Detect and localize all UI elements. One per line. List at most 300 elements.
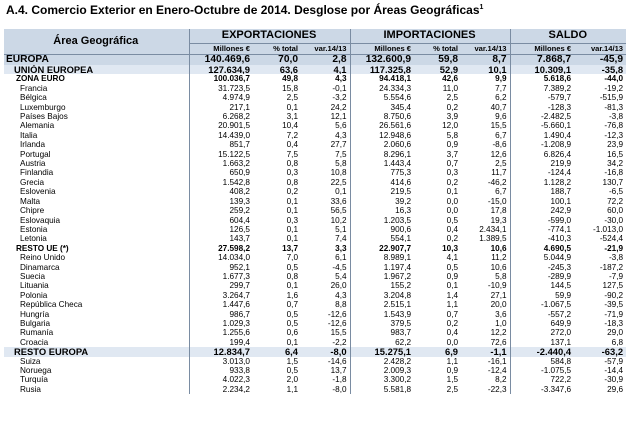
table-row: [4, 244, 626, 253]
value-cell: 1.663,2: [189, 159, 253, 168]
value-cell: 7,5: [335, 149, 347, 159]
value-cell: 5,4: [335, 271, 347, 281]
value-cell: 22.907,7: [350, 244, 414, 253]
value-cell: 1.542,8: [189, 178, 253, 187]
value-cell: -12,4: [487, 366, 507, 375]
value-cell: 0,5: [286, 309, 298, 319]
area-name-cell: Irlanda: [20, 140, 46, 150]
title-footnote-marker: 1: [479, 4, 484, 11]
value-cell: 259,2: [189, 206, 253, 215]
value-cell: 2,5: [286, 93, 298, 103]
value-cell: -45,9: [574, 55, 626, 66]
value-cell: 604,4: [189, 216, 253, 225]
table-row: [4, 234, 626, 243]
value-cell: -599,0: [510, 216, 574, 225]
table-row: [4, 225, 626, 234]
table-row: [4, 281, 626, 290]
area-name-cell: Dinamarca: [20, 262, 60, 272]
area-name-cell: Malta: [20, 196, 41, 206]
value-cell: 1,1: [446, 300, 459, 310]
value-cell: -90,2: [604, 290, 624, 300]
value-cell: 0,5: [286, 366, 298, 375]
value-cell: -63,2: [574, 347, 626, 356]
value-cell: 94.418,1: [350, 74, 414, 83]
area-name-cell: Italia: [20, 130, 38, 140]
value-cell: 345,4: [350, 103, 414, 112]
value-cell: 6,8: [611, 337, 624, 347]
value-cell: 10,2: [330, 215, 347, 225]
value-cell: 3.300,2: [350, 375, 414, 384]
value-cell: 27.598,2: [189, 244, 253, 253]
table-row: [4, 263, 626, 272]
area-name-cell: Croacia: [20, 337, 49, 347]
value-cell: 1,1: [286, 384, 298, 394]
table-row: [4, 291, 626, 300]
value-cell: 8,8: [335, 300, 347, 310]
area-name-cell: RESTO EUROPA: [4, 347, 189, 356]
table-row: [4, 140, 626, 149]
header-balance: SALDO: [510, 29, 626, 44]
area-name-cell: Rumanía: [20, 328, 54, 338]
area-name-cell: Chipre: [20, 206, 45, 216]
value-cell: 5,8: [495, 271, 507, 281]
area-name-cell: UNIÓN EUROPEA: [4, 65, 189, 74]
value-cell: 2.434,1: [479, 224, 507, 234]
table-row: [4, 300, 626, 309]
trade-table: [4, 29, 626, 394]
area-name-cell: Bélgica: [20, 93, 47, 103]
value-cell: 414,6: [350, 178, 414, 187]
header-area: Área Geográfica: [4, 29, 189, 55]
table-row: [4, 131, 626, 140]
value-cell: -245,3: [510, 263, 574, 272]
table-row: [4, 84, 626, 93]
value-cell: -2.482,5: [510, 112, 574, 121]
value-cell: -1.208,9: [510, 140, 574, 149]
area-name-cell: Eslovenia: [20, 187, 56, 197]
value-cell: 0,7: [286, 300, 298, 310]
value-cell: 7,4: [335, 234, 347, 244]
value-cell: 24.334,3: [350, 84, 414, 93]
value-cell: -12,3: [604, 130, 624, 140]
value-cell: 0,8: [286, 271, 298, 281]
value-cell: 983,7: [350, 328, 414, 337]
value-cell: 0,1: [286, 224, 298, 234]
value-cell: 0,3: [446, 168, 459, 178]
value-cell: 1,0: [495, 318, 507, 328]
value-cell: 8.989,1: [350, 253, 414, 262]
value-cell: 986,7: [189, 310, 253, 319]
value-cell: 584,8: [510, 357, 574, 366]
value-cell: 12.834,7: [189, 347, 253, 356]
value-cell: 1,5: [446, 375, 459, 385]
area-name-cell: Eslovaquia: [20, 215, 61, 225]
table-row: [4, 65, 626, 74]
subheader: Millones €: [189, 44, 253, 55]
table-row: [4, 55, 626, 66]
table-row: [4, 93, 626, 102]
value-cell: 2,5: [446, 93, 459, 103]
value-cell: 5.618,6: [510, 74, 574, 83]
value-cell: -6,5: [608, 187, 624, 197]
value-cell: -30,9: [604, 375, 624, 385]
value-cell: 9,9: [495, 74, 507, 84]
value-cell: 7.868,7: [510, 55, 574, 66]
value-cell: -579,7: [510, 93, 574, 102]
value-cell: 5.044,9: [510, 253, 574, 262]
value-cell: 0,8: [286, 159, 298, 169]
value-cell: 2,5: [495, 159, 507, 169]
value-cell: 100,1: [510, 197, 574, 206]
subheader: Millones €: [510, 44, 574, 55]
table-row: [4, 347, 626, 356]
value-cell: 5,8: [446, 130, 459, 140]
value-cell: -16,8: [604, 168, 624, 178]
area-name-cell: EUROPA: [4, 55, 189, 66]
area-name-cell: Francia: [20, 83, 48, 93]
area-name-cell: Estonia: [20, 224, 48, 234]
area-name-cell: Rusia: [20, 384, 41, 394]
value-cell: 6.268,2: [189, 112, 253, 121]
value-cell: 0,5: [286, 318, 298, 328]
table-row: [4, 168, 626, 177]
value-cell: 0,5: [446, 215, 459, 225]
page-title: A.4. Comercio Exterior en Enero-Octubre de 2014. Desglose por Áreas Geográficas$^1$: [6, 3, 484, 17]
table-row: [4, 112, 626, 121]
area-name-cell: Luxemburgo: [20, 102, 66, 112]
value-cell: 0,4: [446, 328, 459, 338]
area-name-cell: Austria: [20, 159, 46, 169]
value-cell: 29,0: [607, 328, 624, 338]
value-cell: 299,7: [189, 281, 253, 290]
value-cell: 72,6: [490, 337, 507, 347]
table-row: [4, 159, 626, 168]
value-cell: -3.347,6: [510, 385, 574, 394]
table-row: [4, 253, 626, 262]
value-cell: 137,1: [510, 338, 574, 347]
value-cell: 0,9: [446, 271, 459, 281]
value-cell: -12,6: [327, 318, 347, 328]
value-cell: 62,2: [350, 338, 414, 347]
value-cell: 7,2: [286, 130, 298, 140]
value-cell: -81,3: [604, 102, 624, 112]
value-cell: 1.128,2: [510, 178, 574, 187]
value-cell: -7,9: [608, 271, 624, 281]
value-cell: 117.325,8: [350, 65, 414, 74]
table-row: [4, 366, 626, 375]
value-cell: 39,2: [350, 197, 414, 206]
value-cell: 139,3: [189, 197, 253, 206]
table-row: [4, 121, 626, 130]
value-cell: 0,1: [286, 206, 298, 216]
subheader: var.14/13: [301, 44, 350, 55]
value-cell: 3,6: [495, 309, 507, 319]
value-cell: -15,0: [487, 196, 507, 206]
value-cell: 1.447,6: [189, 300, 253, 309]
value-cell: 60,0: [607, 206, 624, 216]
value-cell: 143,7: [189, 234, 253, 243]
value-cell: 100.036,7: [189, 74, 253, 83]
value-cell: 13,7: [330, 366, 347, 375]
value-cell: 49,8: [282, 74, 298, 84]
value-cell: -44,0: [604, 74, 624, 84]
value-cell: 7,7: [495, 83, 507, 93]
area-name-cell: Portugal: [20, 149, 51, 159]
value-cell: 5.554,6: [350, 93, 414, 102]
value-cell: -2,2: [332, 337, 347, 347]
area-name-cell: Países Bajos: [20, 112, 68, 122]
value-cell: 649,9: [510, 319, 574, 328]
area-name-cell: Hungría: [20, 309, 50, 319]
value-cell: 933,8: [189, 366, 253, 375]
value-cell: 20.901,5: [189, 121, 253, 130]
value-cell: 27,1: [490, 290, 507, 300]
value-cell: -8,0: [332, 384, 347, 394]
value-cell: 16,3: [350, 206, 414, 215]
table-row: [4, 357, 626, 366]
value-cell: 5,6: [335, 121, 347, 131]
area-name-cell: RESTO UE (*): [16, 243, 69, 253]
value-cell: 6,1: [335, 253, 347, 263]
value-cell: 3.013,0: [189, 357, 253, 366]
value-cell: 130,7: [602, 177, 624, 187]
value-cell: -4,5: [332, 262, 347, 272]
value-cell: 1,5: [286, 356, 298, 366]
value-cell: 11,2: [491, 253, 507, 263]
value-cell: -3,8: [608, 112, 624, 122]
value-cell: 9,6: [495, 112, 507, 122]
value-cell: 26.561,6: [350, 121, 414, 130]
value-cell: 29,6: [607, 384, 624, 394]
value-cell: 0,5: [446, 262, 459, 272]
area-name-cell: ZONA EURO: [16, 74, 65, 84]
value-cell: 0,1: [286, 102, 298, 112]
value-cell: -1.013,0: [593, 224, 624, 234]
value-cell: 155,2: [350, 281, 414, 290]
value-cell: 1,1: [446, 356, 459, 366]
value-cell: 0,1: [286, 337, 298, 347]
value-cell: -19,2: [604, 83, 624, 93]
value-cell: -410,3: [510, 234, 574, 243]
value-cell: 0,2: [446, 234, 459, 244]
value-cell: 140.469,6: [189, 55, 253, 66]
header-exports: EXPORTACIONES: [189, 29, 350, 44]
value-cell: 7,5: [286, 149, 298, 159]
value-cell: 14.439,0: [189, 131, 253, 140]
value-cell: 0,1: [286, 234, 298, 244]
value-cell: 2.515,1: [350, 300, 414, 309]
table-row: [4, 310, 626, 319]
value-cell: 2.428,2: [350, 357, 414, 366]
value-cell: 8.750,6: [350, 112, 414, 121]
header-imports: IMPORTACIONES: [350, 29, 510, 44]
value-cell: 0,7: [446, 309, 459, 319]
value-cell: 0,1: [286, 281, 298, 291]
value-cell: -35,8: [574, 65, 626, 74]
value-cell: 0,1: [446, 187, 459, 197]
value-cell: 1.967,2: [350, 272, 414, 281]
table-row: [4, 338, 626, 347]
table-body: [4, 55, 626, 395]
value-cell: 31.723,5: [189, 84, 253, 93]
table-row: [4, 272, 626, 281]
value-cell: -18,3: [604, 318, 624, 328]
value-cell: 851,7: [189, 140, 253, 149]
value-cell: 0,2: [446, 318, 459, 328]
area-name-cell: Finlandia: [20, 168, 54, 178]
value-cell: 5,1: [335, 224, 347, 234]
value-cell: 0,1: [335, 187, 347, 197]
value-cell: 24,2: [330, 102, 347, 112]
value-cell: 127.634,9: [189, 65, 253, 74]
value-cell: 26,0: [330, 281, 347, 291]
table-row: [4, 328, 626, 337]
value-cell: 8,2: [495, 375, 507, 385]
value-cell: 4,3: [335, 74, 347, 84]
value-cell: 0,3: [286, 215, 298, 225]
value-cell: 0,2: [286, 187, 298, 197]
value-cell: 63,6: [253, 65, 301, 74]
value-cell: 408,2: [189, 187, 253, 196]
value-cell: 272,0: [510, 328, 574, 337]
value-cell: 0,5: [286, 262, 298, 272]
subheader: var.14/13: [461, 44, 510, 55]
value-cell: 4.690,5: [510, 244, 574, 253]
value-cell: 0,1: [286, 196, 298, 206]
table-row: [4, 103, 626, 112]
value-cell: -0,1: [332, 83, 347, 93]
value-cell: 0,1: [446, 281, 459, 291]
value-cell: 1.203,5: [350, 216, 414, 225]
value-cell: 11,0: [442, 83, 459, 93]
value-cell: 0,9: [446, 140, 459, 150]
area-name-cell: Reino Unido: [20, 253, 66, 263]
value-cell: 0,4: [446, 224, 459, 234]
area-name-cell: Alemania: [20, 121, 55, 131]
value-cell: 10,1: [461, 65, 510, 74]
value-cell: 6,7: [495, 130, 507, 140]
value-cell: 2,0: [286, 375, 298, 385]
value-cell: 132.600,9: [350, 55, 414, 66]
value-cell: 52,9: [414, 65, 461, 74]
value-cell: 900,6: [350, 225, 414, 234]
value-cell: 15,5: [490, 121, 507, 131]
area-name-cell: Turquía: [20, 375, 48, 385]
value-cell: -124,4: [510, 168, 574, 177]
value-cell: -14,4: [604, 366, 624, 375]
value-cell: 1.677,3: [189, 272, 253, 281]
table-row: [4, 150, 626, 159]
value-cell: 7,0: [286, 253, 298, 263]
table-row: [4, 216, 626, 225]
value-cell: 14.034,0: [189, 253, 253, 262]
area-name-cell: Bulgaria: [20, 318, 51, 328]
value-cell: 3.264,7: [189, 291, 253, 300]
value-cell: 72,2: [607, 196, 624, 206]
value-cell: 2.009,3: [350, 366, 414, 375]
value-cell: 1.255,6: [189, 328, 253, 337]
value-cell: 10.309,1: [510, 65, 574, 74]
value-cell: 188,7: [510, 187, 574, 196]
value-cell: 219,9: [510, 159, 574, 168]
value-cell: 6,9: [414, 347, 461, 356]
table-row: [4, 74, 626, 83]
value-cell: 2.060,6: [350, 140, 414, 149]
value-cell: -5.660,1: [510, 121, 574, 130]
value-cell: 13,7: [282, 243, 298, 253]
value-cell: -71,9: [604, 309, 624, 319]
value-cell: -1.067,5: [510, 300, 574, 309]
table-row: [4, 385, 626, 394]
value-cell: 4,1: [301, 65, 350, 74]
value-cell: 1.389,5: [479, 234, 507, 244]
value-cell: -128,3: [510, 103, 574, 112]
value-cell: 40,7: [490, 102, 507, 112]
area-name-cell: Lituania: [20, 281, 49, 291]
value-cell: 4,1: [446, 253, 459, 263]
value-cell: 775,3: [350, 168, 414, 177]
value-cell: 127,5: [602, 281, 624, 291]
value-cell: 242,9: [510, 206, 574, 215]
area-name-cell: Polonia: [20, 290, 48, 300]
value-cell: 33,6: [330, 196, 347, 206]
area-name-cell: Grecia: [20, 177, 45, 187]
table-row: [4, 178, 626, 187]
value-cell: 0,8: [286, 177, 298, 187]
value-cell: 27,7: [330, 140, 347, 150]
value-cell: 56,5: [330, 206, 347, 216]
value-cell: -1,1: [461, 347, 510, 356]
value-cell: -12,6: [327, 309, 347, 319]
value-cell: 0,7: [446, 159, 459, 169]
value-cell: 10,8: [330, 168, 347, 178]
value-cell: 12,2: [490, 328, 507, 338]
value-cell: 59,9: [510, 291, 574, 300]
value-cell: 0,6: [286, 328, 298, 338]
subheader: var.14/13: [574, 44, 626, 55]
value-cell: 8.296,1: [350, 150, 414, 159]
value-cell: -524,4: [599, 234, 624, 244]
value-cell: -774,1: [510, 225, 574, 234]
value-cell: -8,6: [492, 140, 507, 150]
value-cell: -21,9: [604, 243, 624, 253]
value-cell: 12,0: [442, 121, 459, 131]
value-cell: 10,6: [490, 243, 507, 253]
value-cell: 3.204,8: [350, 291, 414, 300]
value-cell: -22,3: [487, 384, 507, 394]
table-row: [4, 375, 626, 384]
value-cell: 650,9: [189, 168, 253, 177]
value-cell: 15,8: [282, 83, 298, 93]
value-cell: 23,9: [607, 140, 624, 150]
value-cell: 4,3: [335, 130, 347, 140]
value-cell: -46,2: [487, 177, 507, 187]
value-cell: 0,4: [286, 140, 298, 150]
value-cell: -3,2: [332, 93, 347, 103]
table-row: [4, 187, 626, 196]
value-cell: 722,2: [510, 375, 574, 384]
value-cell: 15.122,5: [189, 150, 253, 159]
value-cell: 1.029,3: [189, 319, 253, 328]
value-cell: 1.490,4: [510, 131, 574, 140]
value-cell: 34,2: [607, 159, 624, 169]
value-cell: 11,7: [491, 168, 507, 178]
value-cell: 70,0: [253, 55, 301, 66]
value-cell: 0,0: [446, 196, 459, 206]
value-cell: -289,9: [510, 272, 574, 281]
value-cell: 12.948,6: [350, 131, 414, 140]
table-row: [4, 206, 626, 215]
